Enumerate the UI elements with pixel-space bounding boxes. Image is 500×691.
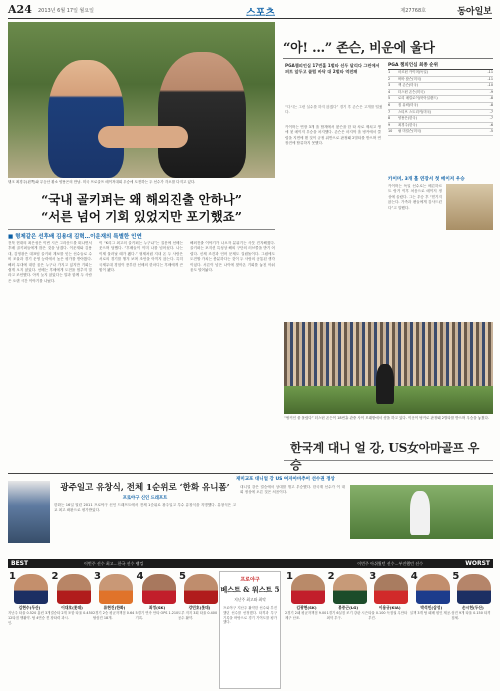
standings-score: -11 [487, 76, 493, 81]
crowd-photo [284, 322, 493, 414]
headline-quote-1: “국내 골키퍼는 왜 해외진출 안하나” [41, 192, 242, 207]
standings-rank: 5 [388, 96, 391, 101]
crowd-caption: “벙커인 줄 몰랐다” 더스틴 존슨이 18번홀 관중 사이 모래밭에서 샷을 하고 있다. 이곳이 벙커로 판정돼 2벌타를 받으며 우승을 놓쳤다. [284, 416, 489, 420]
article-column-1: 전북 현대의 최은성은 이번 시즌 그라운드를 떠나면서 후배 골키퍼들에게 많은 것을 남겼다. 이운재와 김용대, 김영광은 대표팀 골키퍼 계보를 잇는 선수들로 수비 조율과 경기 운영 능력에서 높은 평가를 받아왔다. 해외 무대에 대한 꿈은 누구나 가지고 있지만 기회는 쉽게 오지 않았다. 선배는 후배에게 도전을 멈추지 말라고 조언했다. 아직 늦지 않았다는 말과 함께 두 사람은 오랜 시간 이야기를 나눴다. [8, 241, 92, 283]
standings-row [388, 103, 493, 110]
standings-name: 버바 왓슨(미국) [398, 76, 422, 81]
player-name: 박석민(삼성) [420, 605, 443, 610]
player-name: 류현진(한화) [103, 605, 126, 610]
sub-lead: ■ 형제같은 선후배 김용대 김혁…이운재의 특별한 인연 [8, 234, 142, 240]
amateur-winner-photo [350, 485, 493, 539]
paper-name: 동아일보 [457, 7, 492, 17]
usopen-article: 대니얼 강은 결승에서 상대를 꺾고 우승했다. 한국계 선수가 이 대회 정상에 오른 것은 처음이다. [240, 485, 345, 495]
standings-score: -6 [489, 122, 493, 127]
rank-number: 4 [136, 571, 144, 582]
right-pull-quote: “다시는 그런 실수를 하지 않겠다” 경기 후 존슨은 고개를 떨궜다. [285, 105, 383, 114]
standings-row [388, 116, 493, 123]
mid-headline: 한국계 대니 얼 강, US女아마골프 우승 [290, 441, 480, 472]
standings-rank: 10 [388, 129, 393, 134]
rank-number: 1 [9, 571, 16, 582]
center-title: 베스트 & 워스트 5 [220, 585, 280, 594]
person-right [158, 52, 246, 178]
divider [8, 229, 275, 230]
usopen-subhead: 재미교포 대니얼 강 US 여자아마추어 선수권 정상 [236, 477, 335, 482]
standings-rank: 4 [388, 89, 391, 94]
center-subtitle: 지난주 최고와 최악 [234, 597, 266, 602]
worst-player-card [327, 571, 370, 689]
player-note: 실책 3개 팀 패배 원인 제공. [409, 611, 452, 615]
standings-name: 양용은(한국) [398, 116, 418, 121]
page-header [8, 3, 492, 19]
worst-player-card [285, 571, 328, 689]
player-note: 1경기 6실점 조기 강판 시즌 최악 투구. [326, 611, 368, 620]
golfer [376, 364, 394, 404]
player-photo [416, 574, 450, 604]
player-name: 최정(SK) [148, 605, 166, 610]
center-kicker: 프로야구 [240, 577, 260, 583]
standings-row [388, 96, 493, 103]
player-name: 이용규(KIA) [378, 605, 401, 610]
standings-score: -8 [489, 102, 493, 107]
standings-score: -8 [489, 96, 493, 101]
rank-number: 3 [94, 571, 101, 582]
right-headline: “아! …” 존슨, 비운에 울다 [283, 41, 435, 56]
rank-number: 2 [51, 571, 59, 582]
issue-number: 제27768호 [400, 8, 426, 14]
standings-title: PGA 챔피언십 최종 순위 [388, 62, 493, 70]
standings-score: -11 [487, 70, 493, 74]
player-name: 김현수(두산) [18, 605, 41, 610]
rank-number: 1 [286, 571, 293, 582]
player-name: 김광현(SK) [296, 605, 317, 610]
best-player-card [136, 571, 179, 689]
player-photo [99, 574, 133, 604]
best-worst-bar [8, 559, 493, 568]
standings-rank: 1 [388, 70, 391, 74]
standings-name: 짐 퓨릭(미국) [398, 102, 419, 107]
player-photo [374, 574, 408, 604]
player-photo [457, 574, 491, 604]
player-name: 강민호(롯데) [188, 605, 211, 610]
standings-rank: 6 [388, 102, 391, 107]
best-player-card [178, 571, 221, 689]
player-photo [14, 574, 48, 604]
standings-rank: 8 [388, 116, 391, 121]
right-column-a: 카이머는 연장 3개 홀 합계에서 왓슨을 한 타 차로 제치고 생애 첫 메이저 우승을 차지했다. 존슨은 마지막 홀 벙커에서 클럽을 지면에 댄 것이 규정 위반으로 판정돼 2벌타를 받으며 연장전에 합류하지 못했다. [285, 125, 381, 146]
headline-quote-2: “서른 넘어 기회 있었지만 포기했죠” [41, 209, 242, 224]
standings-rank: 9 [388, 122, 391, 127]
player-name: 봉중근(LG) [338, 605, 359, 610]
rank-number: 5 [452, 571, 460, 582]
player-note: 삼진 9개 타율 0.150 타격 침체. [451, 611, 491, 620]
player-photo [57, 574, 91, 604]
handshake [98, 126, 188, 148]
player-note: 5경기 연속 안타 OPS 1.210 기록. [135, 611, 179, 620]
center-body: 프로야구 지난주 활약한 선수와 부진했던 선수를 선정했다. 타격과 투구 기록을 바탕으로 경기 기여도를 평가했다. [223, 606, 277, 625]
standings-rank: 3 [388, 83, 391, 88]
player-note: 지난주 타율 0.520 홈런 3개 12타점 맹활약. 팀 4연승 견인. [8, 611, 51, 625]
standings-score: -9 [489, 89, 493, 94]
standings-name: 더스틴 존슨(미국) [398, 89, 425, 94]
standings-score: -10 [487, 83, 493, 88]
worst-player-card [451, 571, 494, 689]
player-note: 결승타 2개 포함 타율 0.450 장타력 과시. [50, 611, 93, 620]
rank-number: 4 [410, 571, 418, 582]
standings-table [388, 62, 493, 136]
standings-rank: 7 [388, 109, 391, 114]
standings-name: 로리 매킬로이(북아일랜드) [398, 96, 438, 101]
player-note: 2경기 2승 평균자책점 0.64 탈삼진 18개. [93, 611, 135, 620]
draft-subhead: 프로야구 신인 드래프트 [122, 496, 168, 501]
worst-player-card [368, 571, 411, 689]
player-photo [333, 574, 367, 604]
rank-number: 3 [369, 571, 377, 582]
worst-caption: 이번주 아쉬웠던 선수…부진했던 선수 [357, 561, 423, 566]
player-photo [184, 574, 218, 604]
best-player-card [93, 571, 136, 689]
player-note: 2경기 2패 평균자책점 9.00 제구 난조. [285, 611, 327, 620]
worst-player-card [410, 571, 453, 689]
standings-name: 필 미컬슨(미국) [398, 129, 422, 134]
standings-name: 스티브 스트리커(미국) [398, 109, 432, 114]
worst-label: WORST [465, 560, 490, 567]
article-column-2: 이 “K리그 최고의 골키퍼는 누구냐”는 질문에 선배는 웃으며 답했다. “후배들이 이미 나를 넘어섰다. 나는 이제 물러날 때가 됐다.” 형제처럼 지내 온 두 사람은 서로의 경기를 챙겨 보며 조언을 아끼지 않는다. 특히 국제무대 경험이 풍부한 선배의 한마디는 후배에게 큰 힘이 됐다. [99, 241, 183, 273]
right-subtitle: PGA챔피언십 17번홀 1벌타 선두 달리다 그린에서 퍼트 앞두고 클럽 바닥 대 2벌타 역전패 [285, 63, 380, 75]
trophy-photo [446, 184, 493, 230]
best-player-card [51, 571, 94, 689]
standings-score: -7 [489, 116, 493, 121]
standings-name: 최경주(한국) [398, 122, 418, 127]
golfer-figure [410, 491, 430, 535]
divider [284, 460, 493, 461]
standings-score: -7 [489, 109, 493, 114]
rank-number: 2 [327, 571, 335, 582]
main-photo-caption: 탱크 최경주(왼쪽)와 무등산 황소 양용은의 만남. 미국 프로골프 메이저대회 우승에 도전하는 두 선수가 각오를 다지고 있다. [8, 180, 196, 184]
best-worst-center [219, 571, 281, 689]
rank-number: 5 [179, 571, 186, 582]
article-column-3: 해외진출 이야기가 나오자 분위기는 사뭇 진지해졌다. 골키퍼는 포지션 특성상 해외 구단의 러브콜을 받기 어렵다. 신체 조건과 언어 문제도 걸림돌이다. 그럼에도 도전할 가치는 충분하다는 것이 두 사람의 공통된 생각이었다. 서른이 넘은 나이에 찾아온 기회를 놓친 아쉬움도 털어놨다. [190, 241, 275, 273]
player-photo [142, 574, 176, 604]
player-note: 타율 0.100 득점권 무안타 부진. [368, 611, 408, 620]
person-left [48, 60, 124, 178]
standings-score: -5 [489, 129, 493, 134]
standings-row [388, 129, 493, 136]
player-photo [291, 574, 325, 604]
main-photo [8, 22, 275, 178]
standings-row [388, 83, 493, 90]
divider [8, 473, 493, 474]
right-subhead: 카이머, 3개 홀 연장서 첫 메이저 우승 [388, 177, 465, 182]
best-player-card [8, 571, 51, 689]
pitcher-photo [8, 481, 50, 543]
player-name: 이대호(롯데) [61, 605, 83, 610]
divider [283, 58, 493, 59]
page-number: A24 [8, 3, 32, 16]
player-note: 도루 저지 3회 타율 0.400 공수 활약. [178, 611, 218, 620]
player-name: 손시헌(두산) [461, 605, 484, 610]
standings-row [388, 70, 493, 77]
publish-date: 2013년 6월 17일 월요일 [38, 8, 95, 14]
draft-headline: 광주일고 유창식, 전체 1순위로 ‘한화 유니폼’ [60, 483, 230, 493]
section-name: 스포츠 [246, 8, 275, 19]
standings-rank: 2 [388, 76, 391, 81]
standings-name: 마르틴 카이머(독일) [398, 70, 428, 74]
best-label: BEST [11, 560, 29, 567]
right-column-b: 카이머는 독일 선수로는 베른하르트 랑거 이후 처음으로 메이저 정상에 올랐다. 그는 우승 후 “믿기지 않는다. 가족과 팬들에게 감사드린다”고 말했다. [388, 184, 442, 210]
standings-name: 잭 존슨(미국) [398, 83, 419, 88]
draft-article: 한화는 16일 열린 2011 프로야구 신인 드래프트에서 전체 1순위로 광주일고 투수 유창식을 지명했다. 유창식은 고교 최고 좌완으로 평가받았다. [54, 503, 236, 513]
main-headline [8, 191, 275, 225]
best-caption: 이번주 선수 최고…한국 선수 랭킹 [84, 561, 144, 566]
